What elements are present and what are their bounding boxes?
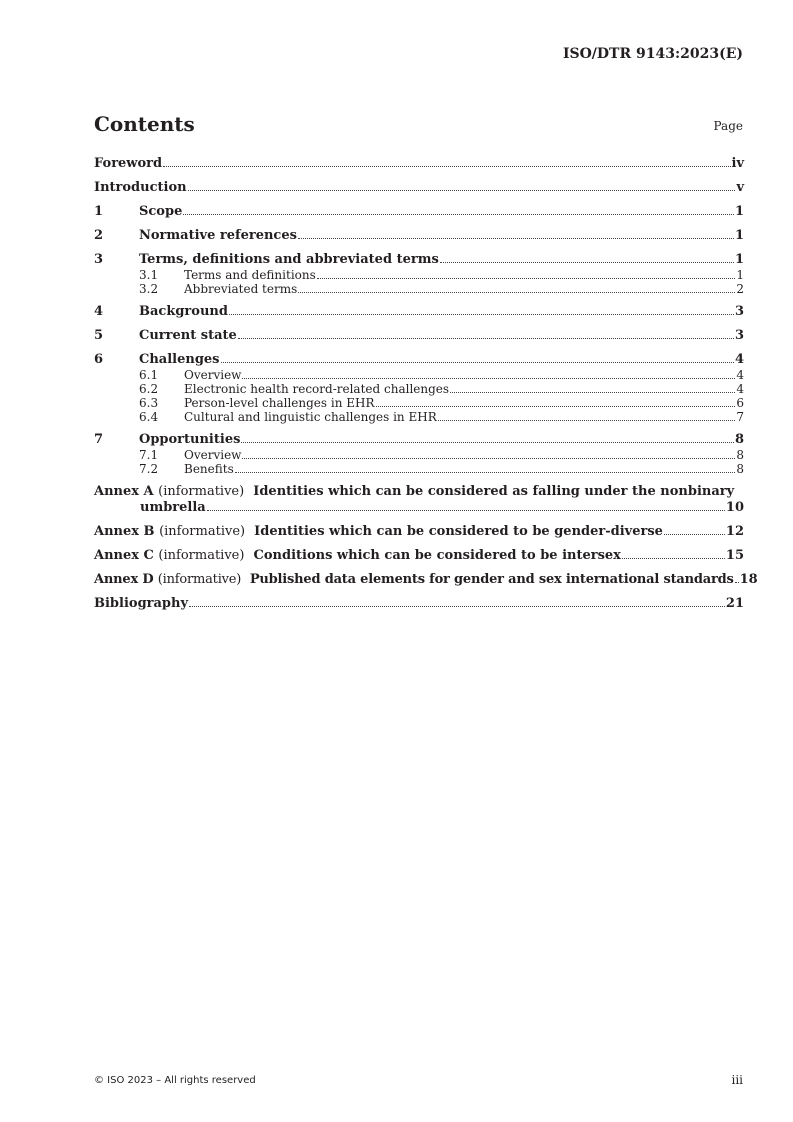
toc-entry-subclause[interactable]: 6.3 Person-level challenges in EHR 6	[139, 396, 744, 410]
toc-entry-subclause[interactable]: 6.4 Cultural and linguistic challenges in EHR 7	[139, 410, 744, 424]
toc-entry-annex-c[interactable]: Annex C (informative) Conditions which can be considered to be intersex 15	[94, 548, 744, 563]
toc-entry-annex-a[interactable]: Annex A (informative) Identities which can be considered as falling under the nonbinary umbrella 10	[94, 484, 744, 515]
toc-entry-clause[interactable]: 5 Current state 3	[94, 328, 744, 343]
toc-clauses	[94, 204, 744, 476]
page-number: iii	[731, 1073, 743, 1087]
toc-entry-clause[interactable]: 6 Challenges 4	[94, 352, 744, 367]
toc-entry-clause[interactable]: 3 Terms, definitions and abbreviated terms 1	[94, 252, 744, 267]
document-id: ISO/DTR 9143:2023(E)	[562, 46, 743, 62]
toc-entry-subclause[interactable]: 6.1 Overview 4	[139, 368, 744, 382]
copyright-notice: © ISO 2023 – All rights reserved	[94, 1075, 256, 1086]
toc-entry-subclause[interactable]: 3.2 Abbreviated terms 2	[139, 282, 744, 296]
toc-entry-clause[interactable]: 4 Background 3	[94, 304, 744, 319]
toc-entry-clause[interactable]: 1 Scope 1	[94, 204, 744, 219]
toc-entry-clause[interactable]: 7 Opportunities 8	[94, 432, 744, 447]
toc-entry-subclause[interactable]: 7.1 Overview 8	[139, 448, 744, 462]
toc-entry-introduction[interactable]: Introduction v	[94, 180, 744, 195]
toc-entry-subclause[interactable]: 6.2 Electronic health record-related challenges 4	[139, 382, 744, 396]
toc-entry-annex-b[interactable]: Annex B (informative) Identities which can be considered to be gender-diverse 12	[94, 524, 744, 539]
table-of-contents	[94, 156, 758, 612]
contents-title: Contents	[94, 112, 195, 136]
page-column-label: Page	[713, 119, 743, 133]
toc-entry-bibliography[interactable]: Bibliography 21	[94, 596, 744, 611]
toc-entry-subclause[interactable]: 3.1 Terms and definitions 1	[139, 268, 744, 282]
toc-entry-foreword[interactable]: Foreword iv	[94, 156, 744, 171]
toc-entry-subclause[interactable]: 7.2 Benefits 8	[139, 462, 744, 476]
toc-entry-annex-d[interactable]: Annex D (informative) Published data elements for gender and sex international standards 18	[94, 572, 758, 587]
toc-entry-clause[interactable]: 2 Normative references 1	[94, 228, 744, 243]
